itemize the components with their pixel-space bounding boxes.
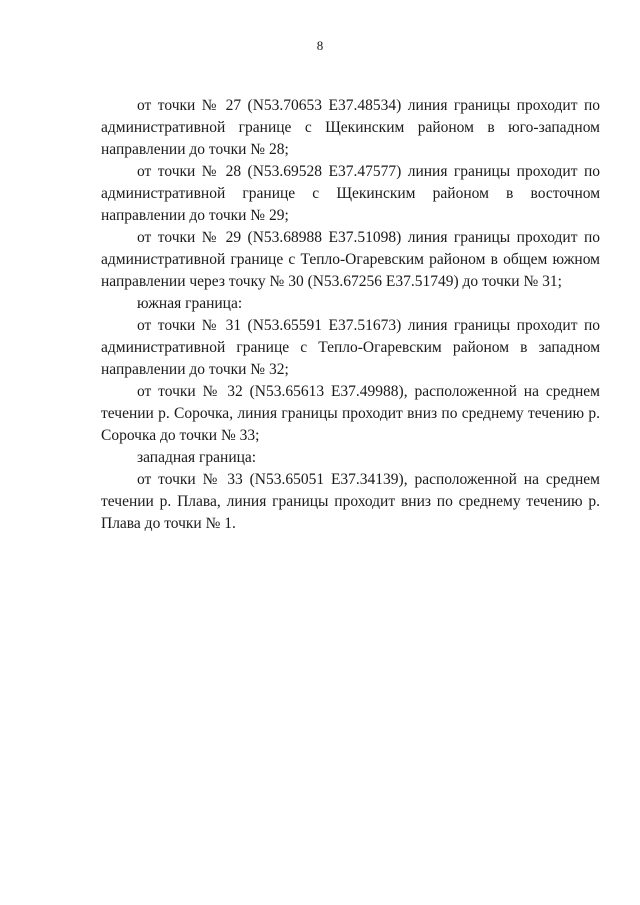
paragraph-point-31: от точки № 31 (N53.65591 E37.51673) линия границы проходит по административной границе с Тепло-Огаревским районом в западном направлении до точки № 32; xyxy=(101,317,600,378)
document-body xyxy=(101,95,600,535)
paragraph-point-28: от точки № 28 (N53.69528 E37.47577) линия границы проходит по административной границе с Щекинским районом в восточном направлении до точки № 29; xyxy=(101,163,600,224)
paragraph-point-27: от точки № 27 (N53.70653 E37.48534) линия границы проходит по административной границе с Щекинским районом в юго-западном направлении до точки № 28; xyxy=(101,97,600,158)
paragraph-point-32: от точки № 32 (N53.65613 E37.49988), расположенной на среднем течении р. Сорочка, линия границы проходит вниз по среднему течению р. Сорочка до точки № 33; xyxy=(101,383,600,444)
paragraph-point-29: от точки № 29 (N53.68988 E37.51098) линия границы проходит по административной границе с Тепло-Огаревским районом в общем южном направлении через точку № 30 (N53.67256 E37.51749) до точки № 31; xyxy=(101,229,600,290)
heading-southern-border: южная граница: xyxy=(137,295,243,312)
heading-western-border: западная граница: xyxy=(137,449,257,466)
paragraph-point-33: от точки № 33 (N53.65051 E37.34139), расположенной на среднем течении р. Плава, линия границы проходит вниз по среднему течению р. Плава до точки № 1. xyxy=(101,471,600,532)
page-number: 8 xyxy=(316,38,324,53)
